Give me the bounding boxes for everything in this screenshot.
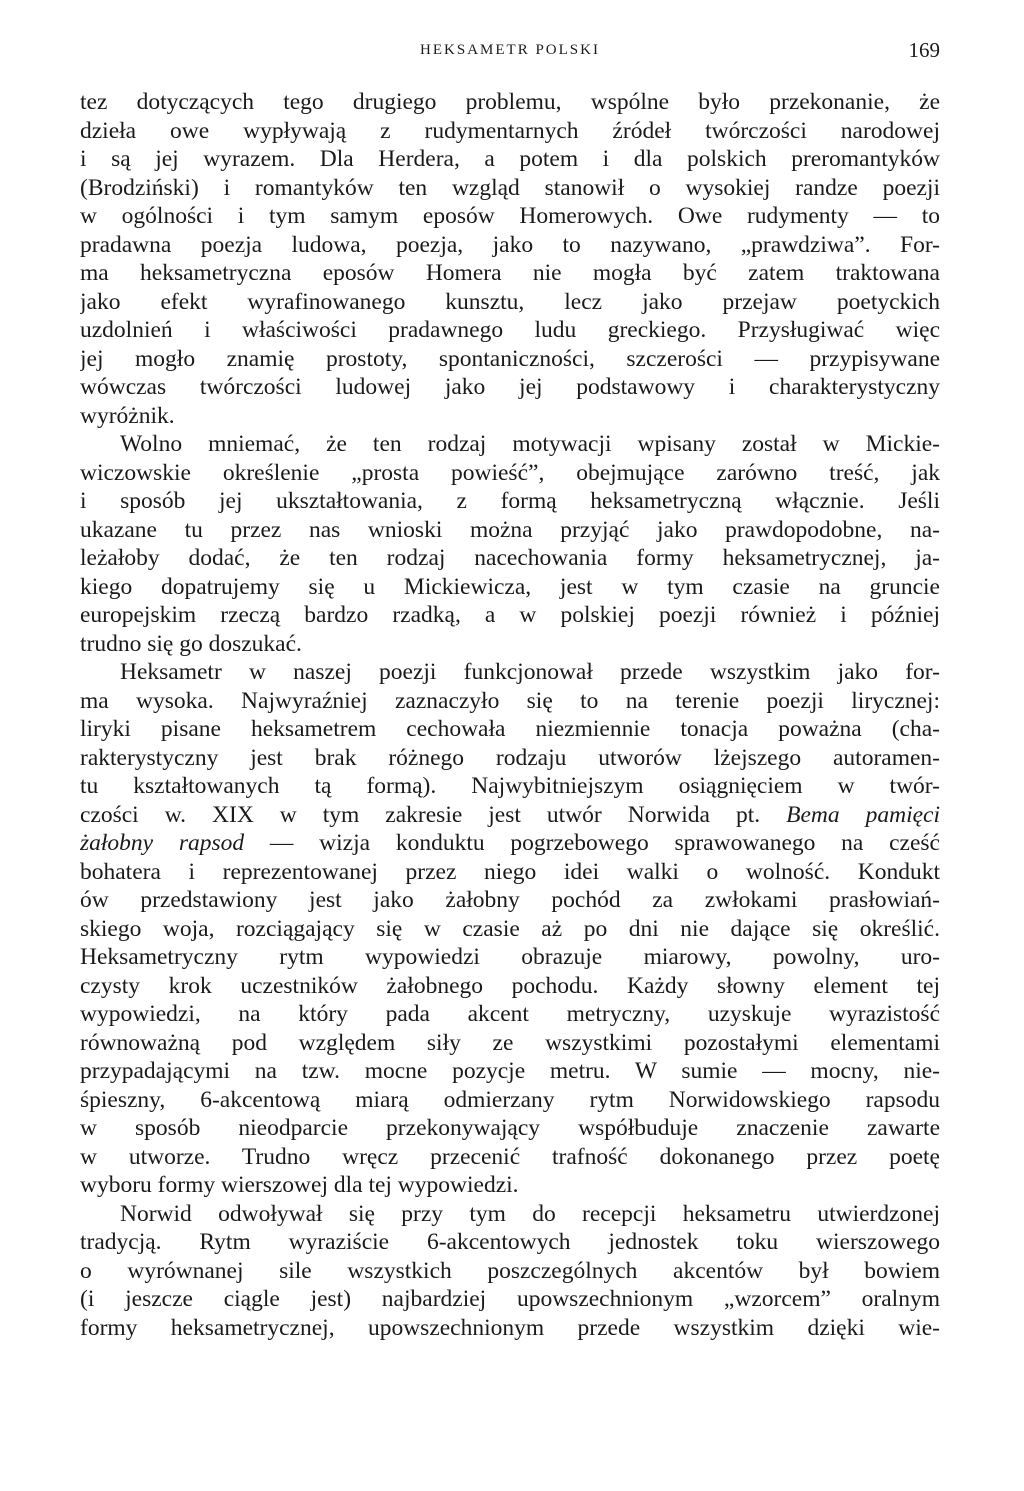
page-number: 169 (908, 38, 940, 62)
text-line: równoważną pod względem siły ze wszystkimi pozostałymi elementami (80, 1029, 940, 1056)
paragraph (80, 658, 940, 1200)
page-header (80, 38, 940, 68)
text-line: ma wysoka. Najwyraźniej zaznaczyło się to na terenie poezji lirycznej: (80, 687, 940, 714)
text-line (80, 829, 940, 858)
text-line: ma heksametryczna eposów Homera nie mogła być zatem traktowana (80, 260, 940, 286)
text-line: wyróżnik. (80, 402, 175, 429)
paragraph (80, 1200, 940, 1343)
text-line: wówczas twórczości ludowej jako jej podstawowy i charakterystyczny (80, 374, 940, 400)
italic-title: Bema pamięci (786, 801, 940, 828)
text-line: wiczowskie określenie „prosta powieść”, obejmujące zarówno treść, jak (80, 459, 940, 486)
italic-title: żałobny rapsod (80, 830, 245, 856)
text-line: jako efekt wyrafinowanego kunsztu, lecz jako przejaw poetyckich (80, 288, 940, 315)
text-line: skiego woja, rozciągający się w czasie aż po dni nie dające się określić. (80, 915, 940, 942)
text-line: trudno się go doszukać. (80, 630, 302, 657)
text-line: Heksametr w naszej poezji funkcjonował przede wszystkim jako for- (120, 659, 940, 685)
text-line: w sposób nieodparcie przekonywający współbuduje znaczenie zawarte (80, 1115, 940, 1141)
text-line: i są jej wyrazem. Dla Herdera, a potem i dla polskich preromantyków (80, 146, 940, 172)
text-line: tradycją. Rytm wyraziście 6-akcentowych jednostek toku wierszowego (80, 1229, 940, 1255)
text-line: Wolno mniemać, że ten rodzaj motywacji wpisany został w Mickie- (120, 431, 940, 457)
text-line: jej mogło znamię prostoty, spontaniczności, szczerości — przypisywane (80, 345, 940, 372)
text-line: i sposób jej ukształtowania, z formą heksametryczną włącznie. Jeśli (80, 488, 940, 514)
text-line: rakterystyczny jest brak różnego rodzaju utworów lżejszego autoramen- (80, 744, 940, 771)
text-line: pradawna poezja ludowa, poezja, jako to nazywano, „prawdziwa”. For- (80, 231, 940, 258)
text-line: bohatera i reprezentowanej przez niego idei walki o wolność. Kondukt (80, 858, 940, 885)
text-line: tez dotyczących tego drugiego problemu, wspólne było przekonanie, że (80, 89, 940, 115)
text-line: w ogólności i tym samym eposów Homerowych. Owe rudymenty — to (80, 203, 940, 229)
text-line: czysty krok uczestników żałobnego pochodu. Każdy słowny element tej (80, 972, 940, 999)
text-line: ów przedstawiony jest jako żałobny pochód za zwłokami prasłowiań- (80, 887, 940, 913)
text-line: o wyrównanej sile wszystkich poszczególnych akcentów był bowiem (80, 1257, 940, 1284)
text-line: (i jeszcze ciągle jest) najbardziej upowszechnionym „wzorcem” oralnym (80, 1286, 940, 1312)
text-line: uzdolnień i właściwości pradawnego ludu greckiego. Przysługiwać więc (80, 317, 940, 343)
text-run: — wizja konduktu pogrzebowego sprawowanego na cześć (244, 830, 940, 856)
text-line: liryki pisane heksametrem cechowała niezmiennie tonacja poważna (cha- (80, 716, 940, 742)
text-line: ukazane tu przez nas wnioski można przyjąć jako prawdopodobne, na- (80, 516, 940, 543)
text-line: wypowiedzi, na który pada akcent metryczny, uzyskuje wyrazistość (80, 1001, 940, 1027)
paragraph (80, 88, 940, 430)
text-line: Heksametryczny rytm wypowiedzi obrazuje miarowy, powolny, uro- (80, 944, 940, 970)
text-line: Norwid odwoływał się przy tym do recepcji heksametru utwierdzonej (120, 1200, 940, 1227)
text-run: czości w. XIX w tym zakresie jest utwór Norwida pt. (80, 801, 787, 828)
text-line: przypadającymi na tzw. mocne pozycje metru. W sumie — mocny, nie- (80, 1058, 940, 1084)
text-line: tu kształtowanych tą formą). Najwybitniejszym osiągnięciem w twór- (80, 773, 940, 799)
text-line: formy heksametrycznej, upowszechnionym przede wszystkim dzięki wie- (80, 1314, 940, 1341)
text-line: europejskim rzeczą bardzo rzadką, a w polskiej poezji również i później (80, 602, 940, 628)
text-line (80, 801, 940, 830)
paragraph (80, 430, 940, 658)
text-line: w utworze. Trudno wręcz przecenić trafność dokonanego przez poetę (80, 1143, 940, 1170)
body-text (80, 88, 940, 1408)
text-line: śpieszny, 6-akcentową miarą odmierzany rytm Norwidowskiego rapsodu (80, 1086, 940, 1113)
text-line: (Brodziński) i romantyków ten wzgląd stanowił o wysokiej randze poezji (80, 174, 940, 201)
text-line: leżałoby dodać, że ten rodzaj nacechowania formy heksametrycznej, ja- (80, 545, 940, 571)
text-line: wyboru formy wierszowej dla tej wypowiedzi. (80, 1172, 519, 1198)
running-title: HEKSAMETR POLSKI (420, 42, 600, 58)
text-line: kiego dopatrujemy się u Mickiewicza, jest w tym czasie na gruncie (80, 573, 940, 600)
text-line: dzieła owe wypływają z rudymentarnych źródeł twórczości narodowej (80, 117, 940, 144)
